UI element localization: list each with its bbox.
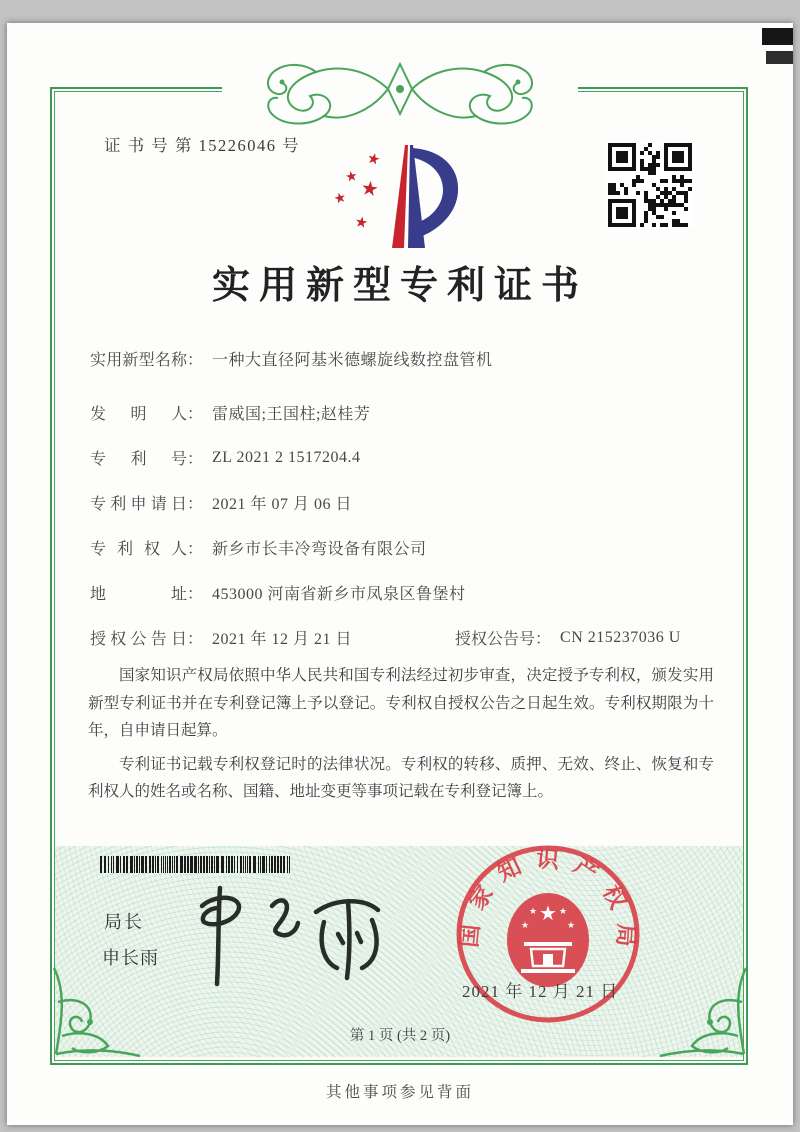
- field-colon: ：: [187, 496, 204, 513]
- national-emblem-seal-icon: [448, 838, 648, 1034]
- commissioner-title-label: 局长: [104, 912, 144, 932]
- body-paragraph: 专利证书记载专利权登记时的法律状况。专利权的转移、质押、无效、终止、恢复和专利权人的姓名或名称、国籍、地址变更等事项记载在专利登记簿上。: [88, 755, 714, 800]
- field-value: 雷威国;王国柱;赵桂芳: [212, 406, 371, 423]
- field-value: 2021 年 12 月 21 日: [212, 631, 353, 648]
- field-value: CN 215237036 U: [560, 628, 681, 646]
- field-label: 地址: [90, 586, 187, 603]
- svg-text:★: ★: [566, 921, 576, 931]
- dragon-flourish-ornament-icon: [222, 56, 578, 134]
- field-row-grant-date: [90, 615, 730, 660]
- svg-text:★: ★: [539, 901, 557, 925]
- field-row-patentee: [90, 525, 730, 570]
- corner-flourish-icon: [46, 962, 146, 1062]
- svg-text:★: ★: [558, 907, 568, 917]
- field-colon: ：: [187, 451, 204, 468]
- scan-artifact-mark: [766, 51, 793, 64]
- signature-handwriting-icon: [192, 872, 392, 990]
- field-row-address: [90, 570, 730, 615]
- corner-flourish-icon: [654, 962, 754, 1062]
- seal-date: 2021 年 12 月 21 日: [462, 982, 619, 1001]
- svg-text:★: ★: [343, 168, 360, 186]
- svg-text:★: ★: [520, 921, 530, 931]
- field-label: 专利申请日: [90, 496, 187, 513]
- svg-text:★: ★: [365, 148, 383, 170]
- field-colon: ：: [187, 541, 204, 558]
- svg-text:★: ★: [353, 212, 370, 233]
- field-label: 专利号: [90, 451, 187, 468]
- field-value: 一种大直径阿基米德螺旋线数控盘管机: [212, 352, 493, 369]
- field-grant-number: [455, 626, 681, 649]
- certificate-number: 证 书 号 第 15226046 号: [104, 136, 301, 155]
- commissioner-name-label: 申长雨: [102, 948, 159, 968]
- field-value: 新乡市长丰冷弯设备有限公司: [212, 541, 427, 558]
- cnipa-patent-logo-icon: [320, 140, 460, 252]
- field-label: 授权公告日: [90, 631, 187, 648]
- page-indicator: 第 1 页 (共 2 页): [349, 1028, 451, 1044]
- field-row-invention-name: [90, 336, 730, 381]
- seal-circular-text: 国家知识产权局: [456, 846, 639, 961]
- svg-text:★: ★: [359, 175, 381, 202]
- body-paragraph: 国家知识产权局依照中华人民共和国专利法经过初步审查，决定授予专利权，颁发实用新型专利证书并在专利登记簿上予以登记。专利权自授权公告之日起生效。专利权期限为十年，自申请日起算。: [88, 667, 714, 739]
- field-row-filing-date: [90, 480, 730, 525]
- field-colon: ：: [187, 631, 204, 648]
- field-row-inventors: [90, 390, 730, 435]
- qr-code-icon: [606, 141, 694, 229]
- legal-text-block: [88, 662, 714, 812]
- field-colon: ：: [187, 406, 204, 423]
- field-colon: ：: [187, 352, 204, 369]
- svg-text:★: ★: [332, 189, 349, 208]
- field-value: ZL 2021 2 1517204.4: [212, 448, 361, 466]
- field-colon: ：: [187, 586, 204, 603]
- field-label: 实用新型名称: [90, 352, 187, 369]
- footer-note: 其他事项参见背面: [325, 1084, 474, 1101]
- field-row-patent-number: [90, 435, 730, 480]
- field-colon: ：: [535, 631, 552, 648]
- barcode-icon: [100, 856, 296, 873]
- certificate-title: 实用新型专利证书: [211, 265, 588, 307]
- svg-text:★: ★: [528, 907, 538, 917]
- scan-artifact-mark: [762, 28, 793, 45]
- field-label: 专利权人: [90, 541, 187, 558]
- field-value: 2021 年 07 月 06 日: [212, 496, 353, 513]
- certificate-fields: [90, 336, 730, 660]
- field-label: 发明人: [90, 406, 187, 423]
- field-value: 453000 河南省新乡市凤泉区鲁堡村: [212, 586, 466, 603]
- field-label: 授权公告号: [455, 631, 536, 648]
